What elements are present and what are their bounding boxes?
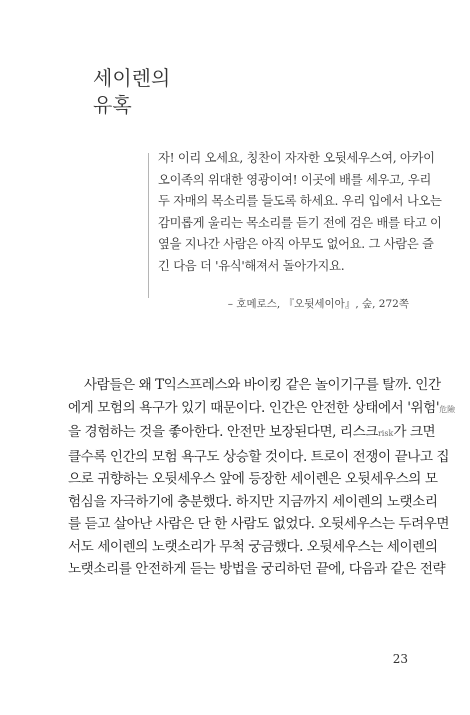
body-line: 서도 세이렌의 노랫소리가 무척 궁금했다. 오뒷세우스는 세이렌의 [68, 538, 438, 555]
chapter-title [93, 66, 170, 120]
epigraph-rule [148, 153, 149, 298]
epigraph-line: 감미롭게 울리는 목소리를 듣기 전에 검은 배를 타고 이 [158, 215, 442, 230]
hanja-annotation: 危險 [439, 404, 456, 414]
epigraph-attribution: – 호메로스, 『오뒷세이아』, 숲, 272쪽 [227, 298, 409, 310]
body-line: 노랫소리를 안전하게 듣는 방법을 궁리하던 끝에, 다음과 같은 전략 [68, 561, 446, 577]
body-paragraph [68, 374, 456, 581]
page-number: 23 [392, 652, 408, 666]
epigraph-line: 두 자매의 목소리를 들도록 하세요. 우리 입에서 나오는 [158, 194, 442, 208]
body-line [68, 421, 436, 446]
body-line-text: 을 경험하는 것을 좋아한다. 안전만 보장된다면, 리스크 [68, 424, 378, 440]
body-line-text: 에게 모험의 욕구가 있기 때문이다. 인간은 안전한 상태에서 '위험' [68, 399, 440, 416]
body-line [68, 397, 456, 422]
epigraph-line: 자! 이리 오세요, 칭찬이 자자한 오뒷세우스여, 아카이 [158, 151, 435, 165]
body-line-text: 가 크면 [393, 424, 436, 440]
epigraph [158, 148, 442, 277]
body-line: 험심을 자극하기에 충분했다. 하지만 지금까지 세이렌의 노랫소리 [68, 493, 438, 510]
body-line: 사람들은 왜 T익스프레스와 바이킹 같은 놀이기구를 탈까. 인간 [84, 377, 441, 393]
body-line: 으로 귀향하는 오뒷세우스 앞에 등장한 세이렌은 오뒷세우스의 모 [68, 471, 438, 487]
epigraph-line: 옆을 지나간 사람은 아직 아무도 없어요. 그 사람은 즐 [158, 237, 434, 251]
epigraph-line: 긴 다음 더 '유식'해져서 돌아가지요. [158, 258, 345, 273]
body-line: 를 듣고 살아난 사람은 단 한 사람도 없었다. 오뒷세우스는 두려우면 [68, 516, 450, 532]
body-line: 클수록 인간의 모험 욕구도 상승할 것이다. 트로이 전쟁이 끝나고 집 [68, 448, 450, 465]
chapter-title-line-2: 유혹 [93, 95, 132, 117]
epigraph-line: 오이족의 위대한 영광이여! 이곳에 배를 세우고, 우리 [158, 172, 432, 187]
chapter-title-line-1: 세이렌의 [93, 68, 171, 90]
english-annotation: risk [377, 429, 394, 438]
